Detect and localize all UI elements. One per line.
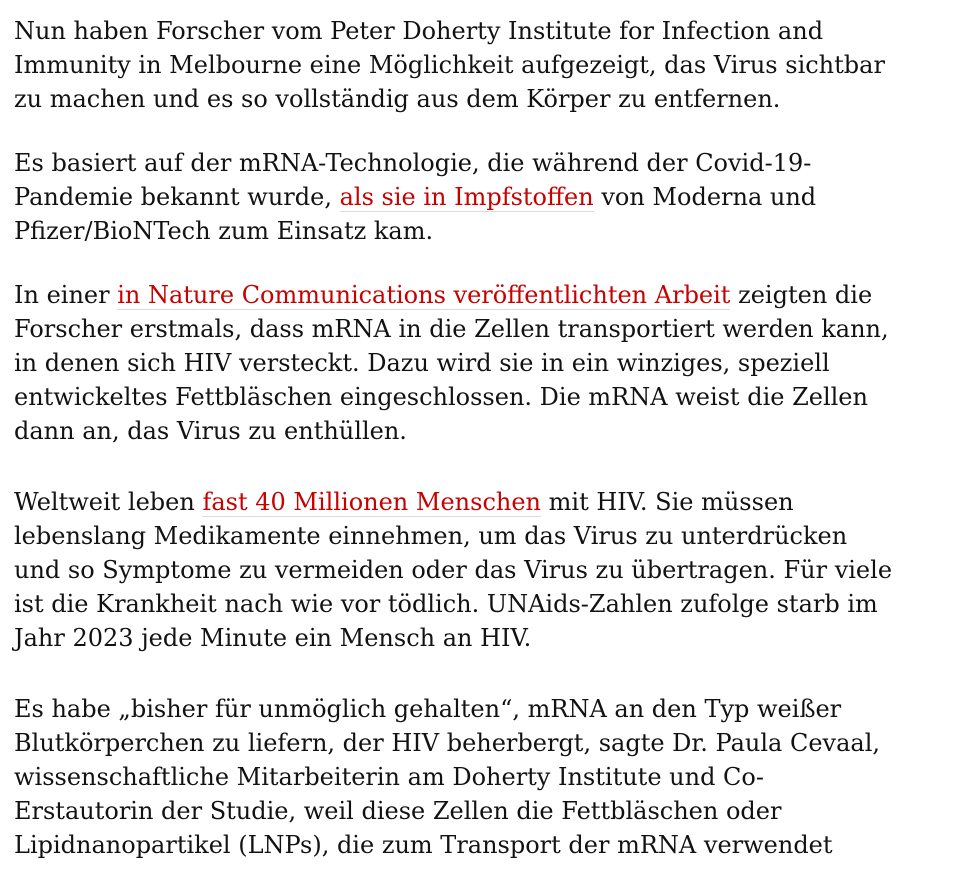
paragraph-line: und so Symptome zu vermeiden oder das Virus zu übertragen. Für viele <box>14 556 893 584</box>
paragraph-line: zu machen und es so vollständig aus dem Körper zu entfernen. <box>14 85 781 113</box>
text-segment: Weltweit leben <box>14 488 203 516</box>
paragraph-2 <box>14 146 816 248</box>
paragraph-line: Es basiert auf der mRNA-Technologie, die während der Covid-19- <box>14 149 812 177</box>
nature-communications-link[interactable]: in Nature Communications veröffentlichten Arbeit <box>117 281 731 309</box>
text-segment: mit HIV. Sie müssen <box>541 488 794 516</box>
paragraph-line: Lipidnanopartikel (LNPs), die zum Transport der mRNA verwendet <box>14 831 833 859</box>
paragraph-line: Forscher erstmals, dass mRNA in die Zellen transportiert werden kann, <box>14 315 889 343</box>
paragraph-3 <box>14 278 889 448</box>
paragraph-line: in denen sich HIV versteckt. Dazu wird sie in ein winziges, speziell <box>14 349 830 377</box>
text-segment: von Moderna und <box>593 183 817 211</box>
paragraph-line: ist die Krankheit nach wie vor tödlich. UNAids-Zahlen zufolge starb im <box>14 590 878 618</box>
paragraph-line: Nun haben Forscher vom Peter Doherty Institute for Infection and <box>14 17 824 45</box>
paragraph-line: Immunity in Melbourne eine Möglichkeit aufgezeigt, das Virus sichtbar <box>14 51 885 79</box>
paragraph-line: wissenschaftliche Mitarbeiterin am Doherty Institute und Co- <box>14 763 764 791</box>
paragraph-line <box>14 180 816 214</box>
paragraph-line: entwickeltes Fettbläschen eingeschlossen. Die mRNA weist die Zellen <box>14 383 868 411</box>
text-segment: Pandemie bekannt wurde, <box>14 183 340 211</box>
paragraph-line: lebenslang Medikamente einnehmen, um das Virus zu unterdrücken <box>14 522 848 550</box>
vaccine-article-link[interactable]: als sie in Impfstoffen <box>339 183 594 211</box>
paragraph-1 <box>14 14 885 116</box>
paragraph-line: Pfizer/BioNTech zum Einsatz kam. <box>14 217 434 245</box>
paragraph-5 <box>14 692 880 862</box>
paragraph-line <box>14 485 892 519</box>
paragraph-line: Blutkörperchen zu liefern, der HIV beherbergt, sagte Dr. Paula Cevaal, <box>14 729 881 757</box>
text-segment: zeigten die <box>730 281 873 309</box>
paragraph-line <box>14 278 889 312</box>
paragraph-line: dann an, das Virus zu enthüllen. <box>14 417 407 445</box>
paragraph-line: Es habe „bisher für unmöglich gehalten“, mRNA an den Typ weißer <box>14 695 842 723</box>
paragraph-line: Jahr 2023 jede Minute ein Mensch an HIV. <box>14 624 532 652</box>
paragraph-line: Erstautorin der Studie, weil diese Zellen die Fettbläschen oder <box>14 797 782 825</box>
hiv-statistics-link[interactable]: fast 40 Millionen Menschen <box>202 488 541 516</box>
text-segment: In einer <box>14 281 118 309</box>
paragraph-4 <box>14 485 892 655</box>
